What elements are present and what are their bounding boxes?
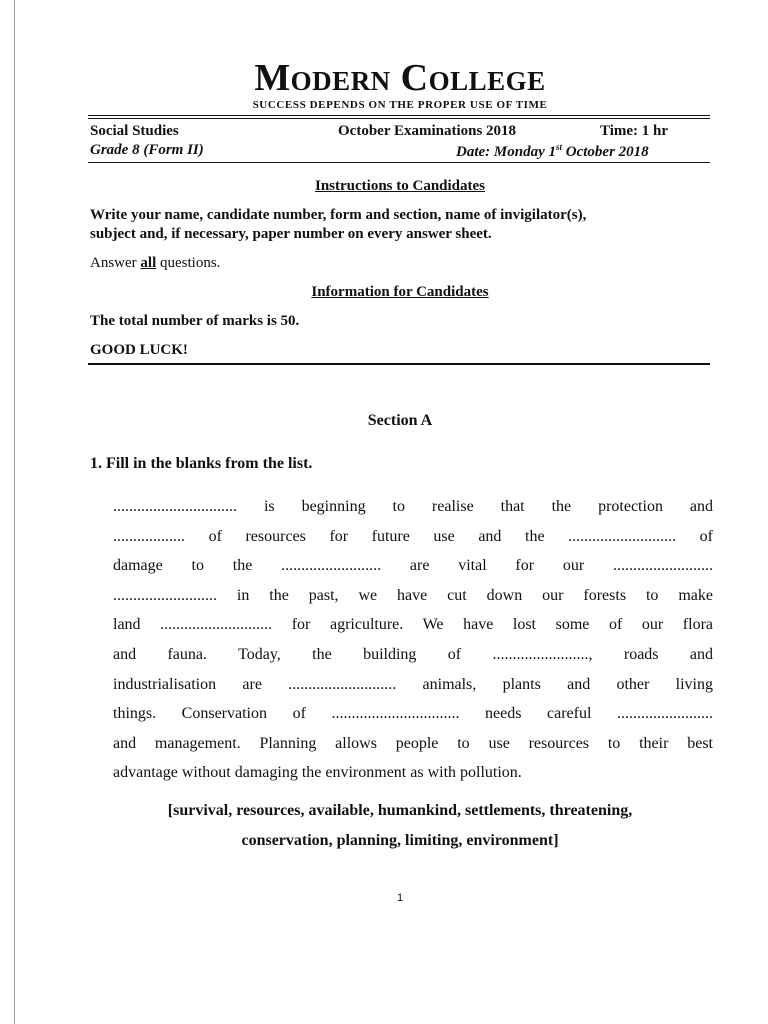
passage-line: and fauna. Today, the building of ........................, roads and xyxy=(113,645,713,663)
passage-line: and management. Planning allows people to use resources to their best xyxy=(113,734,713,752)
answer-all-instruction: Answer all questions. xyxy=(90,255,221,271)
passage-line: industrialisation are ........................... animals, plants and other living xyxy=(113,675,713,693)
passage-line: .................. of resources for future use and the ........................... of xyxy=(113,527,713,545)
passage-line: ............................... is beginning to realise that the protection and xyxy=(113,498,713,515)
instructions-line-1: Write your name, candidate number, form and section, name of invigilator(s), xyxy=(90,207,587,223)
subject: Social Studies xyxy=(90,123,179,139)
fill-in-passage xyxy=(113,492,713,788)
word-list-line-2: conservation, planning, limiting, environment] xyxy=(241,832,559,849)
passage-line: .......................... in the past, we have cut down our forests to make xyxy=(113,586,713,604)
total-marks: The total number of marks is 50. xyxy=(90,313,300,329)
exam-time: Time: 1 hr xyxy=(600,123,669,139)
good-luck: GOOD LUCK! xyxy=(90,342,188,358)
exam-date: Date: Monday 1st October 2018 xyxy=(456,142,649,160)
header-rule xyxy=(88,162,710,163)
exam-title: October Examinations 2018 xyxy=(338,123,517,139)
college-motto: SUCCESS DEPENDS ON THE PROPER USE OF TIME xyxy=(252,99,548,111)
header-end-rule xyxy=(88,363,710,365)
question-1: 1. Fill in the blanks from the list. xyxy=(90,455,313,472)
instructions-heading: Instructions to Candidates xyxy=(314,178,486,194)
passage-line: things. Conservation of ................................ needs careful ........................ xyxy=(113,705,713,723)
passage-line: advantage without damaging the environment as with pollution. xyxy=(113,764,522,782)
college-name: Modern College xyxy=(254,57,546,99)
passage-line: damage to the ......................... are vital for our ......................... xyxy=(113,557,713,575)
word-list-line-1: [survival, resources, available, humankind, settlements, threatening, xyxy=(167,802,633,819)
information-heading: Information for Candidates xyxy=(311,284,489,300)
grade: Grade 8 (Form II) xyxy=(90,142,204,158)
page-number: 1 xyxy=(396,892,404,904)
header-double-rule xyxy=(88,115,710,119)
instructions-line-2: subject and, if necessary, paper number on every answer sheet. xyxy=(90,226,492,242)
passage-line: land ............................ for agriculture. We have lost some of our flora xyxy=(113,616,713,634)
section-title: Section A xyxy=(367,412,433,429)
